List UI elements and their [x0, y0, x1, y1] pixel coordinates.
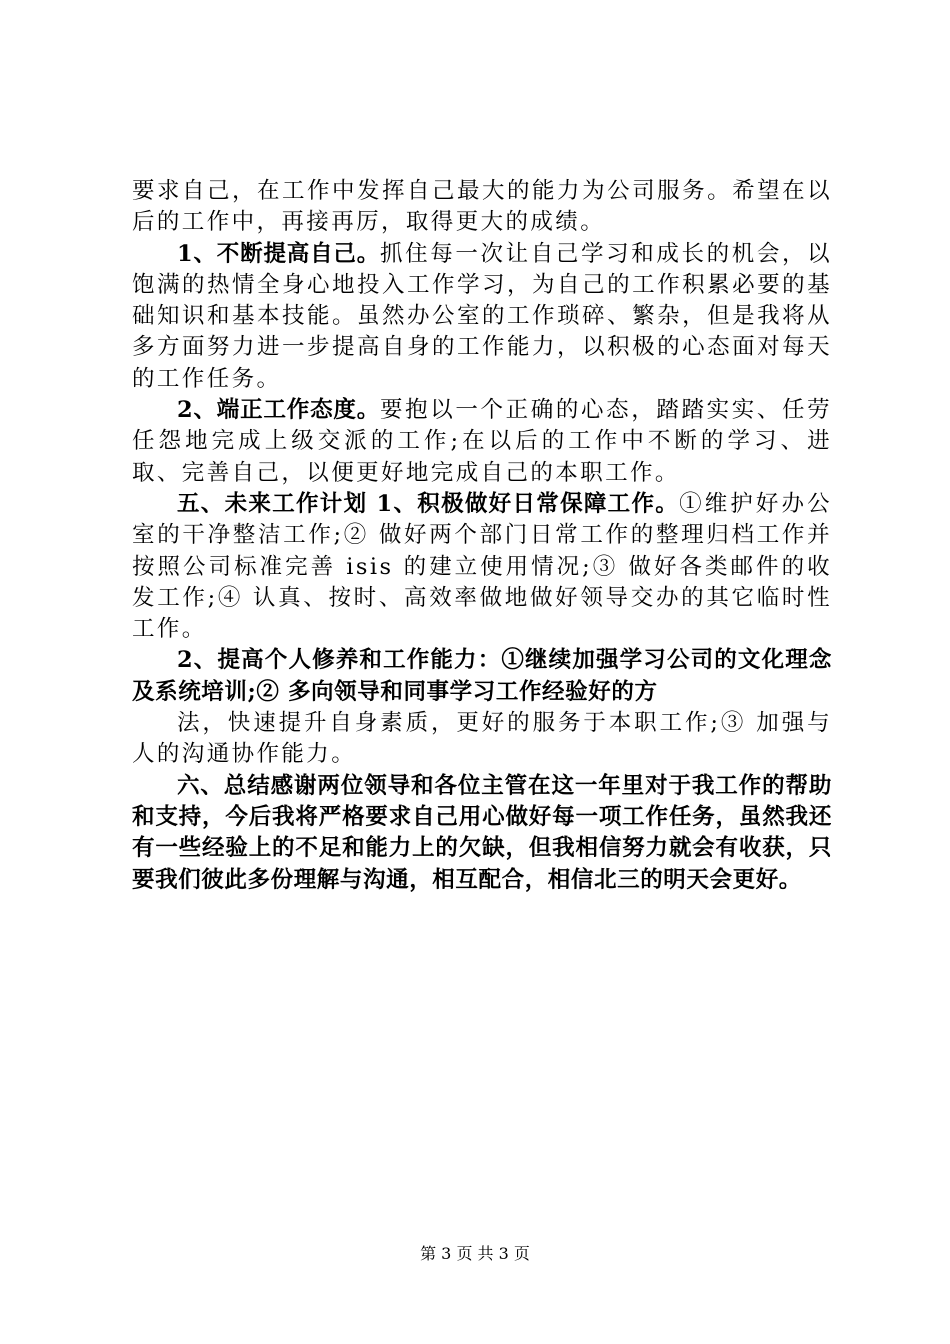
paragraph-1 [132, 176, 832, 239]
paragraph-6 [132, 708, 832, 771]
paragraph-4-heading: 五、未来工作计划 1、积极做好日常保障工作。 [177, 490, 680, 517]
paragraph-6-text: 法，快速提升自身素质，更好的服务于本职工作;③ 加强与人的沟通协作能力。 [132, 710, 832, 768]
document-body [132, 176, 832, 896]
paragraph-7-text: 六、总结感谢两位领导和各位主管在这一年里对于我工作的帮助和支持，今后我将严格要求自己用心做好每一项工作任务，虽然我还有一些经验上的不足和能力上的欠缺，但我相信努力就会有收获，只要我们彼此多份理解与沟通，相互配合，相信北三的明天会更好。 [132, 772, 832, 893]
paragraph-5-heading: 2、提高个人修养和工作能力：①继续加强学习公司的文化理念及系统培训;② 多向领导和同事学习工作经验好的方 [132, 647, 832, 705]
paragraph-4 [132, 489, 832, 645]
paragraph-3-text: 要抱以一个正确的心态，踏踏实实、任劳任怨地完成上级交派的工作;在以后的工作中不断的学习、进取、完善自己，以便更好地完成自己的本职工作。 [132, 397, 832, 486]
paragraph-7 [132, 771, 832, 896]
paragraph-3-heading: 2、端正工作态度。 [177, 397, 381, 424]
paragraph-2-heading: 1、不断提高自己。 [177, 240, 381, 267]
paragraph-3 [132, 395, 832, 489]
paragraph-2-text: 抓住每一次让自己学习和成长的机会，以饱满的热情全身心地投入工作学习，为自己的工作积累必要的基础知识和基本技能。虽然办公室的工作琐碎、繁杂，但是我将从多方面努力进一步提高自身的工作能力，以积极的心态面对每天的工作任务。 [132, 240, 832, 392]
paragraph-1-text: 要求自己，在工作中发挥自己最大的能力为公司服务。希望在以后的工作中，再接再厉，取得更大的成绩。 [132, 178, 832, 236]
paragraph-2 [132, 239, 832, 395]
paragraph-4-text: ①维护好办公室的干净整洁工作;② 做好两个部门日常工作的整理归档工作并按照公司标准完善 isis 的建立使用情况;③ 做好各类邮件的收发工作;④ 认真、按时、高效率做地做好领导交办的其它临时性工作。 [132, 490, 832, 643]
paragraph-5 [132, 645, 832, 708]
page-footer [0, 1244, 950, 1264]
page-number-label: 第 3 页 共 3 页 [420, 1244, 530, 1263]
